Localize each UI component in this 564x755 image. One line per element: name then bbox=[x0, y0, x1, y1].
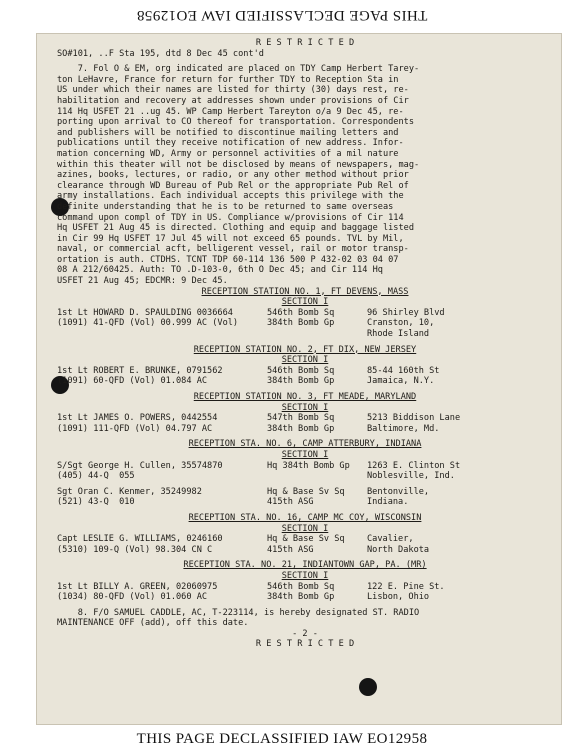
paragraph-7-line: 114 Hq USFET 21 ..ug 45. WP Camp Herbert Tareyton o/a 9 Dec 45, re- bbox=[57, 106, 404, 117]
personnel-cell: 384th Bomb Gp bbox=[267, 376, 335, 387]
personnel-row bbox=[57, 424, 553, 435]
reception-station-heading: RECEPTION STA. NO. 21, INDIANTOWN GAP, PA. (MR) bbox=[183, 560, 427, 571]
paragraph-7-line: in Cir 99 Hq USFET 17 Jul 45 will not exceed 65 pounds. TVL by Mil, bbox=[57, 233, 404, 244]
personnel-cell: 547th Bomb Sq bbox=[267, 413, 335, 424]
personnel-cell: 1st Lt HOWARD D. SPAULDING 0036664 bbox=[57, 307, 233, 318]
paragraph-7-line: army installations. Each individual accepts this privilege with the bbox=[57, 191, 404, 202]
paragraph-7-line: azines, books, lectures, or radio, or any other method without prior bbox=[57, 170, 409, 181]
paragraph-7-line: command upon compl of TDY in US. Compliance w/provisions of Cir 114 bbox=[57, 212, 404, 223]
paragraph-7-line: and publishers will be notified to discontinue mailing letters and bbox=[57, 127, 399, 138]
paragraph-7-line: US under which their names are listed for thirty (30) days rest, re- bbox=[57, 85, 409, 96]
section-heading: SECTION I bbox=[281, 297, 329, 308]
order-reference: SO#101, ..F Sta 195, dtd 8 Dec 45 cont'd bbox=[57, 48, 264, 59]
personnel-cell: (1034) 80-QFD (Vol) 01.060 AC bbox=[57, 592, 208, 603]
personnel-cell: (1091) 41-QFD (Vol) 00.999 AC (Vol) bbox=[57, 318, 239, 329]
personnel-cell: 1st Lt ROBERT E. BRUNKE, 0791562 bbox=[57, 365, 223, 376]
personnel-cell: 384th Bomb Gp bbox=[267, 592, 335, 603]
reception-station-heading: RECEPTION STA. NO. 16, CAMP MC COY, WISCONSIN bbox=[188, 512, 422, 523]
personnel-row bbox=[57, 366, 553, 377]
paragraph-7-line: ortation is auth. CTDHS. TCNT TDP 60-114 136 500 P 432-02 03 04 07 bbox=[57, 254, 399, 265]
paragraph-8-line: 8. F/O SAMUEL CADDLE, AC, T-223114, is hereby designated ST. RADIO bbox=[57, 607, 420, 618]
personnel-cell: (5310) 109-Q (Vol) 98.304 CN C bbox=[57, 544, 213, 555]
personnel-cell: 546th Bomb Sq bbox=[267, 307, 335, 318]
declassification-stamp-top: THIS PAGE DECLASSIFIED IAW EO12958 bbox=[136, 7, 428, 23]
section-heading: SECTION I bbox=[281, 355, 329, 366]
classification-header: R E S T R I C T E D bbox=[255, 38, 355, 48]
personnel-cell: Jamaica, N.Y. bbox=[367, 376, 435, 387]
personnel-cell: 415th ASG bbox=[267, 544, 314, 555]
personnel-cell: 546th Bomb Sq bbox=[267, 365, 335, 376]
reception-station-heading: RECEPTION STATION NO. 2, FT DIX, NEW JERSEY bbox=[193, 344, 417, 355]
personnel-row bbox=[57, 592, 553, 603]
paragraph-7-line: naval, or commercial acft, belligerent vessel, rail or motor transp- bbox=[57, 244, 409, 255]
reception-station-heading: RECEPTION STATION NO. 3, FT MEADE, MARYLAND bbox=[193, 392, 417, 402]
personnel-cell: 85-44 160th St bbox=[367, 365, 440, 376]
personnel-cell: 546th Bomb Sq bbox=[267, 581, 335, 592]
paragraph-7-line: within this theater will not be disclosed by means of newspapers, mag- bbox=[57, 159, 420, 170]
personnel-row bbox=[57, 329, 553, 340]
personnel-row bbox=[57, 308, 553, 319]
personnel-row bbox=[57, 413, 553, 424]
personnel-cell: 96 Shirley Blvd bbox=[367, 307, 445, 318]
personnel-cell: (1091) 60-QFD (Vol) 01.084 AC bbox=[57, 376, 208, 387]
personnel-cell: 1st Lt JAMES O. POWERS, 0442554 bbox=[57, 413, 218, 424]
personnel-row bbox=[57, 461, 553, 472]
declassification-stamp-bottom: THIS PAGE DECLASSIFIED IAW EO12958 bbox=[136, 731, 428, 747]
punch-hole-bottom bbox=[359, 678, 377, 696]
personnel-cell: Bentonville, bbox=[367, 486, 430, 497]
personnel-cell: (1091) 111-QFD (Vol) 04.797 AC bbox=[57, 423, 213, 434]
personnel-cell: Rhode Island bbox=[367, 329, 430, 340]
personnel-cell: S/Sgt George H. Cullen, 35574870 bbox=[57, 460, 223, 471]
personnel-row bbox=[57, 471, 553, 482]
personnel-cell: Hq 384th Bomb Gp bbox=[267, 460, 350, 471]
personnel-cell: 415th ASG bbox=[267, 497, 314, 508]
personnel-cell: Capt LESLIE G. WILLIAMS, 0246160 bbox=[57, 534, 223, 545]
personnel-cell: Indiana. bbox=[367, 497, 409, 508]
personnel-cell: Noblesville, Ind. bbox=[367, 471, 455, 482]
personnel-cell: (405) 44-Q 055 bbox=[57, 471, 135, 482]
paragraph-7-line: ton LeHavre, France for return for further TDY to Reception Sta in bbox=[57, 74, 399, 85]
personnel-cell: 1st Lt BILLY A. GREEN, 02060975 bbox=[57, 581, 218, 592]
personnel-cell: 384th Bomb Gp bbox=[267, 318, 335, 329]
personnel-row bbox=[57, 376, 553, 387]
section-heading: SECTION I bbox=[281, 570, 329, 581]
personnel-row bbox=[57, 534, 553, 545]
personnel-cell: Cranston, 10, bbox=[367, 318, 435, 329]
paragraph-7-line: 08 A 212/60425. Auth: TO .D-103-0, 6th O Dec 45; and Cir 114 Hq bbox=[57, 265, 383, 276]
reception-station-heading: RECEPTION STATION NO. 1, FT DEVENS, MASS bbox=[201, 286, 409, 297]
personnel-row bbox=[57, 497, 553, 508]
personnel-cell: 122 E. Pine St. bbox=[367, 581, 445, 592]
personnel-row bbox=[57, 582, 553, 593]
paragraph-7-line: habilitation and recovery at addresses shown under provisions of Cir bbox=[57, 95, 409, 106]
personnel-cell: (521) 43-Q 010 bbox=[57, 497, 135, 508]
personnel-cell: 384th Bomb Gp bbox=[267, 423, 335, 434]
section-heading: SECTION I bbox=[281, 523, 329, 534]
paragraph-7-line: 7. Fol O & EM, org indicated are placed on TDY Camp Herbert Tarey- bbox=[57, 64, 420, 75]
personnel-cell: North Dakota bbox=[367, 544, 430, 555]
classification-footer: R E S T R I C T E D bbox=[255, 639, 355, 650]
document-body bbox=[57, 38, 553, 650]
paragraph-7-line: Hq USFET 21 Aug 45 is directed. Clothing and equip and baggage listed bbox=[57, 223, 414, 234]
personnel-cell: Hq & Base Sv Sq bbox=[267, 534, 345, 545]
page-number: - 2 - bbox=[292, 628, 318, 639]
personnel-cell: 1263 E. Clinton St bbox=[367, 460, 461, 471]
personnel-cell: Baltimore, Md. bbox=[367, 423, 440, 434]
personnel-row bbox=[57, 487, 553, 498]
document-page bbox=[36, 33, 562, 725]
section-heading: SECTION I bbox=[281, 402, 329, 413]
reception-station-heading: RECEPTION STA. NO. 6, CAMP ATTERBURY, INDIANA bbox=[188, 439, 422, 450]
personnel-cell: Sgt Oran C. Kenmer, 35249982 bbox=[57, 486, 202, 497]
personnel-row bbox=[57, 545, 553, 556]
personnel-row bbox=[57, 318, 553, 329]
paragraph-7-line: publications until they receive notification of new address. Infor- bbox=[57, 138, 404, 149]
personnel-cell: Cavalier, bbox=[367, 534, 414, 545]
paragraph-7-line: USFET 21 Aug 45; EDCMR: 9 Dec 45. bbox=[57, 276, 228, 287]
personnel-cell: Hq & Base Sv Sq bbox=[267, 486, 345, 497]
paragraph-7-line: mation concerning WD, Army or personnel activities of a mil nature bbox=[57, 148, 399, 159]
paragraph-8-line: MAINTENANCE OFF (add), off this date. bbox=[57, 618, 249, 629]
paragraph-7-line: porting upon arrival to CO thereof for transportation. Correspondents bbox=[57, 117, 414, 128]
paragraph-7-line: clearance through WD Bureau of Pub Rel or the appropriate Pub Rel of bbox=[57, 180, 409, 191]
paragraph-7-line: definite understanding that he is to be returned to same overseas bbox=[57, 201, 394, 212]
personnel-cell: 5213 Biddison Lane bbox=[367, 413, 461, 424]
personnel-cell: Lisbon, Ohio bbox=[367, 592, 430, 603]
section-heading: SECTION I bbox=[281, 449, 329, 460]
